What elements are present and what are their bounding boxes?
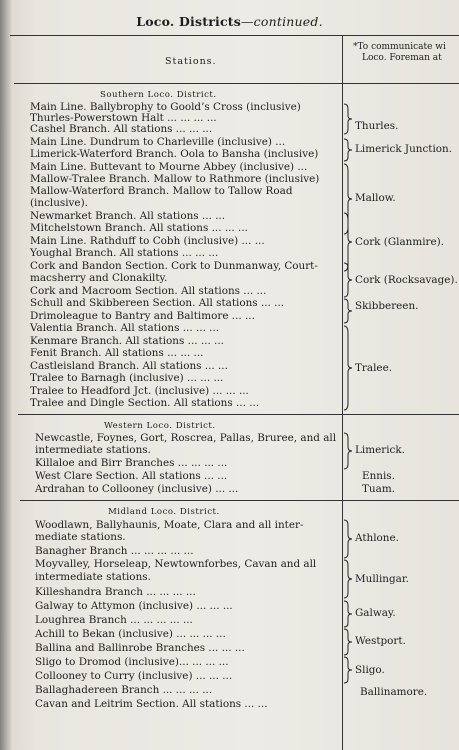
foreman-location: Limerick Junction. [355, 143, 453, 155]
midland-row: Achill to Bekan (inclusive) ... ... ... ... [35, 628, 226, 640]
foreman-location: Cork (Glanmire). [355, 236, 444, 248]
brace [343, 656, 353, 684]
southern-row: macsherry and Clonakilty. [30, 272, 168, 284]
midland-row: Galway to Attymon (inclusive) ... ... ... [35, 600, 233, 612]
southern-row: Thurles-Powerstown Halt ... ... ... ... [30, 112, 217, 124]
southern-row: Fenit Branch. All stations ... ... ... [30, 347, 204, 359]
midland-row: Killeshandra Branch ... ... ... ... [35, 586, 196, 598]
brace [343, 628, 353, 656]
foreman-location: Athlone. [355, 532, 399, 544]
southern-row: Castleisland Branch. All stations ... ... [30, 360, 228, 372]
southern-row: Newmarket Branch. All stations ... ... [30, 210, 226, 222]
foreman-location: Cork (Rocksavage). [355, 274, 458, 286]
stations-column-header: Stations. [165, 56, 217, 67]
page-header [0, 14, 459, 29]
southern-row: Valentia Branch. All stations ... ... ... [30, 322, 220, 334]
western-row: Killaloe and Birr Branches ... ... ... ... [35, 457, 228, 469]
brace [343, 325, 353, 411]
western-bottom-rule [20, 500, 459, 501]
southern-row: Schull and Skibbereen Section. All stations ... ... [30, 297, 285, 309]
foreman-location: Mullingar. [355, 573, 409, 585]
western-row: Newcastle, Foynes, Gort, Roscrea, Pallas, Bruree, and all [35, 432, 337, 444]
table-top-rule [10, 35, 459, 36]
midland-row: Loughrea Branch ... ... ... ... ... [35, 614, 193, 626]
foreman-location: Galway. [355, 607, 396, 619]
header-continued: —continued. [240, 14, 323, 29]
southern-row: Tralee and Dingle Section. All stations ... ... [30, 397, 260, 409]
southern-row: Main Line. Dundrum to Charleville (inclusive) ... [30, 136, 286, 148]
western-row: West Clare Section. All stations ... ... [35, 470, 228, 482]
western-district-heading: Western Loco. District. [104, 421, 216, 431]
foreman-location: Tralee. [355, 362, 393, 374]
southern-row: Kenmare Branch. All stations ... ... ... [30, 335, 224, 347]
foreman-location: Limerick. [355, 444, 405, 456]
southern-bottom-rule [18, 414, 459, 415]
foreman-location: Thurles. [355, 120, 399, 132]
western-row: intermediate stations. [35, 444, 151, 456]
communicate-column-header [348, 42, 459, 64]
southern-row: Mallow-Waterford Branch. Mallow to Tallow Road [30, 185, 293, 197]
midland-row: Collooney to Curry (inclusive) ... ... ... [35, 670, 233, 682]
midland-row: Ballina and Ballinrobe Branches ... ... ... [35, 642, 245, 654]
southern-district-heading: Southern Loco. District. [100, 90, 217, 100]
midland-row: Sligo to Dromod (inclusive)... ... ... ... [35, 656, 229, 668]
foreman-location: Ballinamore. [360, 686, 428, 698]
southern-row: Mallow-Tralee Branch. Mallow to Rathmore (inclusive) [30, 173, 320, 185]
southern-row: Main Line. Ballybrophy to Goold’s Cross (inclusive) [30, 101, 301, 113]
brace [343, 103, 353, 135]
southern-row: Main Line. Buttevant to Mourne Abbey (inclusive) ... [30, 161, 308, 173]
southern-row: Youghal Branch. All stations ... ... ... [30, 247, 219, 259]
southern-row: Tralee to Barnagh (inclusive) ... ... ... [30, 372, 224, 384]
foreman-location: Sligo. [355, 664, 385, 676]
midland-row: Banagher Branch ... ... ... ... ... [35, 545, 194, 557]
midland-district-heading: Midland Loco. District. [108, 507, 220, 517]
foreman-location: Mallow. [355, 192, 396, 204]
header-bottom-rule [14, 83, 459, 84]
midland-row: Moyvalley, Horseleap, Newtownforbes, Cavan and all [35, 558, 317, 570]
foreman-location: Ennis. [362, 470, 395, 482]
midland-row: mediate stations. [35, 531, 126, 543]
western-row: Ardrahan to Collooney (inclusive) ... ... [35, 483, 239, 495]
midland-row: Cavan and Leitrim Section. All stations ... ... [35, 698, 268, 710]
foreman-location: Westport. [355, 635, 406, 647]
midland-row: Ballaghadereen Branch ... ... ... ... [35, 684, 213, 696]
header-title: Loco. Districts [136, 14, 241, 29]
midland-row: Woodlawn, Ballyhaunis, Moate, Clara and all inter- [35, 519, 304, 531]
brace [343, 519, 353, 559]
foreman-location: Skibbereen. [355, 300, 419, 312]
southern-row: Drimoleague to Bantry and Baltimore ... ... [30, 310, 255, 322]
midland-row: intermediate stations. [35, 571, 151, 583]
southern-row: Limerick-Waterford Branch. Oola to Bansha (inclusive) [30, 148, 319, 160]
southern-row: Main Line. Rathduff to Cobh (inclusive) ... ... [30, 235, 265, 247]
southern-row: Mitchelstown Branch. All stations ... ... ... [30, 222, 248, 234]
foreman-location: Tuam. [362, 483, 395, 495]
communicate-header-line1: *To communicate wi [353, 42, 446, 52]
southern-row: Cashel Branch. All stations ... ... ... [30, 123, 213, 135]
communicate-header-line2: Loco. Foreman at [362, 53, 442, 63]
southern-row: (inclusive). [30, 197, 88, 209]
brace [343, 262, 353, 298]
southern-row: Cork and Bandon Section. Cork to Dunmanway, Court- [30, 260, 318, 272]
brace [343, 559, 353, 599]
southern-row: Cork and Macroom Section. All stations ... ... [30, 285, 267, 297]
brace [343, 600, 353, 628]
southern-row: Tralee to Headford Jct. (inclusive) ... ... ... [30, 385, 249, 397]
page-edge-shadow [0, 0, 12, 750]
brace [343, 298, 353, 324]
brace [343, 432, 353, 470]
brace [343, 138, 353, 162]
